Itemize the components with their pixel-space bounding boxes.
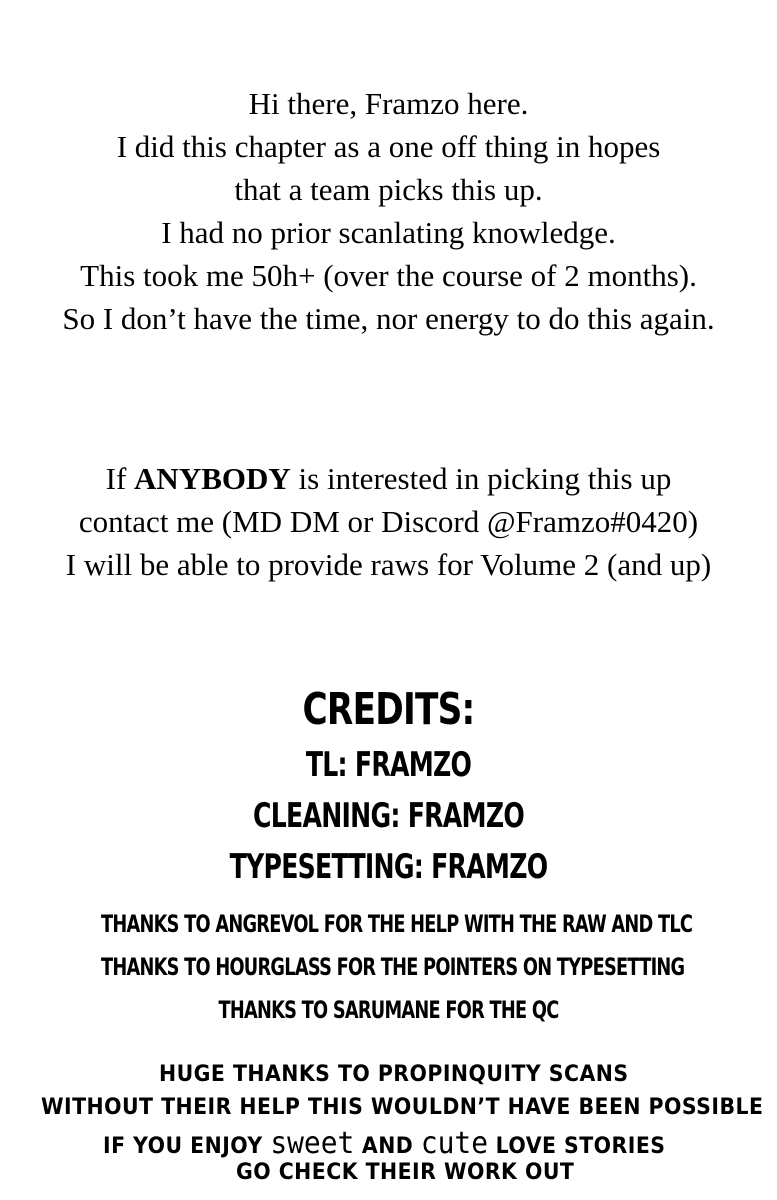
thanks-line-3: THANKS TO SARUMANE FOR THE QC: [218, 996, 559, 1024]
propinquity-line-3: [103, 1126, 665, 1161]
credit-tl: TL: FRAMZO: [305, 745, 472, 785]
thanks-list: [0, 903, 777, 1032]
intro-line-1: Hi there, Framzo here.: [248, 86, 529, 121]
intro-line-2: I did this chapter as a one off thing in hopes: [116, 129, 661, 164]
propinquity-line-4: GO CHECK THEIR WORK OUT: [236, 1160, 575, 1185]
request-line-1: [0, 457, 777, 500]
thanks-line-2: THANKS TO HOURGLASS FOR THE POINTERS ON TYPESETTING: [101, 953, 685, 981]
propinquity-enjoy: IF YOU ENJOY: [103, 1134, 263, 1159]
propinquity-sweet: sweet: [270, 1126, 355, 1161]
credit-cleaning: CLEANING: FRAMZO: [253, 796, 524, 836]
intro-line-6: So I don’t have the time, nor energy to do this again.: [62, 301, 715, 336]
request-line-3: I will be able to provide raws for Volume 2 (and up): [65, 547, 712, 582]
request-line-1-before: If: [105, 461, 127, 496]
propinquity-line-1: HUGE THANKS TO PROPINQUITY SCANS: [159, 1062, 629, 1087]
propinquity-love-stories: LOVE STORIES: [495, 1134, 666, 1159]
request-line-2: contact me (MD DM or Discord @Framzo#0420): [78, 504, 699, 539]
thanks-line-1: THANKS TO ANGREVOL FOR THE HELP WITH THE RAW AND TLC: [101, 910, 693, 938]
propinquity-line-2: WITHOUT THEIR HELP THIS WOULDN’T HAVE BEEN POSSIBLE: [41, 1095, 764, 1120]
propinquity-and: AND: [361, 1134, 414, 1159]
intro-message: [0, 82, 777, 340]
intro-line-4: I had no prior scanlating knowledge.: [161, 215, 616, 250]
intro-line-3: that a team picks this up.: [234, 172, 543, 207]
request-anybody: ANYBODY: [134, 461, 291, 496]
request-line-1-after: is interested in picking this up: [298, 461, 672, 496]
propinquity-cute: cute: [420, 1126, 489, 1161]
credits-title: CREDITS:: [302, 684, 475, 735]
request-message: [0, 457, 777, 586]
intro-line-5: This took me 50h+ (over the course of 2 months).: [80, 258, 697, 293]
credit-typesetting: TYPESETTING: FRAMZO: [229, 847, 548, 887]
credits-list: [0, 740, 777, 893]
